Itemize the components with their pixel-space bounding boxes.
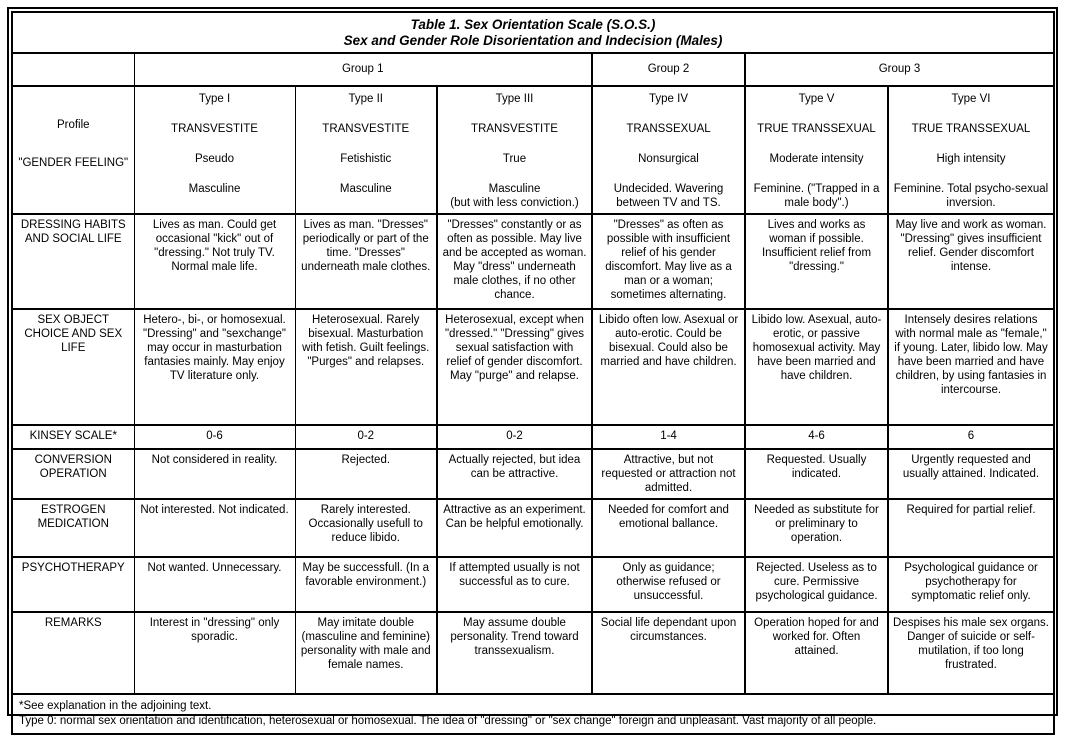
- cell-type1-remarks: Interest in "dressing" only sporadic.: [134, 612, 295, 694]
- type-category: TRANSVESTITE: [471, 123, 558, 135]
- type-category: TRUE TRANSSEXUAL: [757, 123, 876, 135]
- type-label: Type V: [798, 93, 835, 105]
- table-row-psychotherapy: [12, 557, 1054, 612]
- row-header-kinsey-scale: KINSEY SCALE*: [12, 425, 134, 449]
- type-feeling: Feminine. Total psycho-sexual inversion.: [893, 183, 1049, 209]
- type-intensity: Moderate intensity: [769, 153, 864, 165]
- cell-type3-kinsey: 0-2: [437, 425, 592, 449]
- cell-type2-sexlife: Heterosexual. Rarely bisexual. Masturbation with fetish. Guilt feelings. "Purges" and relapses.: [295, 309, 437, 425]
- row-header-profile: [12, 86, 134, 214]
- cell-type3-remarks: May assume double personality. Trend toward transsexualism.: [437, 612, 592, 694]
- footnote-asterisk: *See explanation in the adjoining text.: [19, 700, 212, 712]
- type-intensity: Fetishistic: [340, 153, 392, 165]
- cell-type5-conversion: Requested. Usually indicated.: [745, 449, 888, 499]
- cell-type4-dressing: "Dresses" as often as possible with insufficient relief of his gender discomfort. May live as a man or a woman; sometimes alternating.: [592, 214, 745, 309]
- cell-type6-dressing: May live and work as woman. "Dressing" gives insufficient relief. Gender discomfort intense.: [888, 214, 1054, 309]
- table-row-estrogen-medication: [12, 499, 1054, 557]
- type-category: TRANSVESTITE: [322, 123, 410, 135]
- cell-type3-conversion: Actually rejected, but idea can be attractive.: [437, 449, 592, 499]
- table-outer-frame: [7, 7, 1058, 727]
- title-row: [12, 12, 1054, 53]
- type-category: TRANSVESTITE: [171, 123, 258, 135]
- cell-type5-kinsey: 4-6: [745, 425, 888, 449]
- type-category: TRUE TRANSSEXUAL: [911, 123, 1031, 135]
- gender-feeling-label: "GENDER FEELING": [18, 157, 129, 169]
- cell-type5-sexlife: Libido low. Asexual, auto-erotic, or passive homosexual activity. May have been married and have children.: [745, 309, 888, 425]
- table-title: [12, 12, 1054, 53]
- cell-type1-kinsey: 0-6: [134, 425, 295, 449]
- cell-type1-conversion: Not considered in reality.: [134, 449, 295, 499]
- type-label: Type IV: [649, 93, 688, 105]
- group-2-header: Group 2: [592, 53, 745, 86]
- cell-type1-psychotherapy: Not wanted. Unnecessary.: [134, 557, 295, 612]
- cell-type2-estrogen: Rarely interested. Occasionally usefull to reduce libido.: [295, 499, 437, 557]
- group-1-header: Group 1: [134, 53, 592, 86]
- table-row-remarks: [12, 612, 1054, 694]
- profile-cell-type6: [888, 86, 1054, 214]
- type-feeling: Masculine: [339, 183, 392, 195]
- type-feeling: Masculine: [188, 183, 241, 195]
- corner-cell: [12, 53, 134, 86]
- footnote-cell: [12, 694, 1054, 734]
- profile-cell-type2: [295, 86, 437, 214]
- profile-label: Profile: [56, 119, 90, 131]
- cell-type6-remarks: Despises his male sex organs. Danger of suicide or self-mutilation, if too long frustrated.: [888, 612, 1054, 694]
- cell-type4-estrogen: Needed for comfort and emotional ballance.: [592, 499, 745, 557]
- cell-type2-conversion: Rejected.: [295, 449, 437, 499]
- type-category: TRANSSEXUAL: [626, 123, 711, 135]
- cell-type6-psychotherapy: Psychological guidance or psychotherapy for symptomatic relief only.: [888, 557, 1054, 612]
- type-label: Type I: [198, 93, 231, 105]
- profile-cell-type1: [134, 86, 295, 214]
- row-header-conversion-operation: CONVERSION OPERATION: [12, 449, 134, 499]
- cell-type3-sexlife: Heterosexual, except when "dressed." "Dressing" gives sexual satisfaction with relief of gender discomfort. May "purge" and relapse.: [437, 309, 592, 425]
- profile-cell-type5: [745, 86, 888, 214]
- type-feeling: Undecided. Wavering between TV and TS.: [613, 183, 724, 209]
- cell-type4-kinsey: 1-4: [592, 425, 745, 449]
- profile-cell-type4: [592, 86, 745, 214]
- cell-type6-sexlife: Intensely desires relations with normal male as "female," if young. Later, libido low. May have been married and have children, by using fantasies in intercourse.: [888, 309, 1054, 425]
- footnote-type0: Type 0: normal sex orientation and identification, heterosexual or homosexual. The idea of "dressing" or "sex change" foreign and unpleasant. Vast majority of all people.: [19, 715, 877, 727]
- type-feeling: Masculine: [488, 183, 541, 195]
- cell-type2-kinsey: 0-2: [295, 425, 437, 449]
- title-line-1: Table 1. Sex Orientation Scale (S.O.S.): [410, 17, 656, 32]
- row-header-remarks: REMARKS: [12, 612, 134, 694]
- cell-type6-kinsey: 6: [888, 425, 1054, 449]
- profile-row: [12, 86, 1054, 214]
- row-header-dressing-habits: DRESSING HABITS AND SOCIAL LIFE: [12, 214, 134, 309]
- type-label: Type III: [495, 93, 534, 105]
- profile-cell-type3: [437, 86, 592, 214]
- title-line-2: Sex and Gender Role Disorientation and Indecision (Males): [343, 33, 723, 48]
- sos-table: [11, 11, 1055, 735]
- cell-type6-conversion: Urgently requested and usually attained. Indicated.: [888, 449, 1054, 499]
- row-header-estrogen-medication: ESTROGEN MEDICATION: [12, 499, 134, 557]
- cell-type2-dressing: Lives as man. "Dresses" periodically or part of the time. "Dresses" underneath male clothes.: [295, 214, 437, 309]
- cell-type5-estrogen: Needed as substitute for or preliminary to operation.: [745, 499, 888, 557]
- type-label: Type VI: [951, 93, 991, 105]
- cell-type4-psychotherapy: Only as guidance; otherwise refused or unsuccessful.: [592, 557, 745, 612]
- table-row-sex-object-choice: [12, 309, 1054, 425]
- cell-type3-dressing: "Dresses" constantly or as often as possible. May live and be accepted as woman. May "dress" underneath male clothes, if no other chance.: [437, 214, 592, 309]
- cell-type1-sexlife: Hetero-, bi-, or homosexual. "Dressing" and "sexchange" may occur in masturbation fantasies mainly. May enjoy TV literature only.: [134, 309, 295, 425]
- cell-type5-dressing: Lives and works as woman if possible. Insufficient relief from "dressing.": [745, 214, 888, 309]
- cell-type1-estrogen: Not interested. Not indicated.: [134, 499, 295, 557]
- cell-type3-estrogen: Attractive as an experiment. Can be helpful emotionally.: [437, 499, 592, 557]
- type-label: Type II: [348, 93, 384, 105]
- type-intensity: Nonsurgical: [638, 153, 699, 165]
- type-intensity: High intensity: [936, 153, 1006, 165]
- cell-type1-dressing: Lives as man. Could get occasional "kick" out of "dressing." Not truly TV. Normal male life.: [134, 214, 295, 309]
- table-row-dressing-habits: [12, 214, 1054, 309]
- cell-type6-estrogen: Required for partial relief.: [888, 499, 1054, 557]
- row-header-sex-object-choice: SEX OBJECT CHOICE AND SEX LIFE: [12, 309, 134, 425]
- cell-type5-remarks: Operation hoped for and worked for. Often attained.: [745, 612, 888, 694]
- table-row-conversion-operation: [12, 449, 1054, 499]
- cell-type4-conversion: Attractive, but not requested or attraction not admitted.: [592, 449, 745, 499]
- type-feeling-note: (but with less conviction.): [450, 197, 579, 209]
- table-row-kinsey-scale: [12, 425, 1054, 449]
- type-intensity: True: [502, 153, 527, 165]
- cell-type3-psychotherapy: If attempted usually is not successful as to cure.: [437, 557, 592, 612]
- row-header-psychotherapy: PSYCHOTHERAPY: [12, 557, 134, 612]
- cell-type2-psychotherapy: May be successfull. (In a favorable environment.): [295, 557, 437, 612]
- cell-type5-psychotherapy: Rejected. Useless as to cure. Permissive psychological guidance.: [745, 557, 888, 612]
- cell-type2-remarks: May imitate double (masculine and feminine) personality with male and female names.: [295, 612, 437, 694]
- cell-type4-sexlife: Libido often low. Asexual or auto-erotic. Could be bisexual. Could also be married and have children.: [592, 309, 745, 425]
- type-feeling: Feminine. ("Trapped in a male body".): [753, 183, 880, 209]
- group-3-header: Group 3: [745, 53, 1054, 86]
- type-intensity: Pseudo: [194, 153, 234, 165]
- footnote-row: [12, 694, 1054, 734]
- group-header-row: [12, 53, 1054, 86]
- cell-type4-remarks: Social life dependant upon circumstances.: [592, 612, 745, 694]
